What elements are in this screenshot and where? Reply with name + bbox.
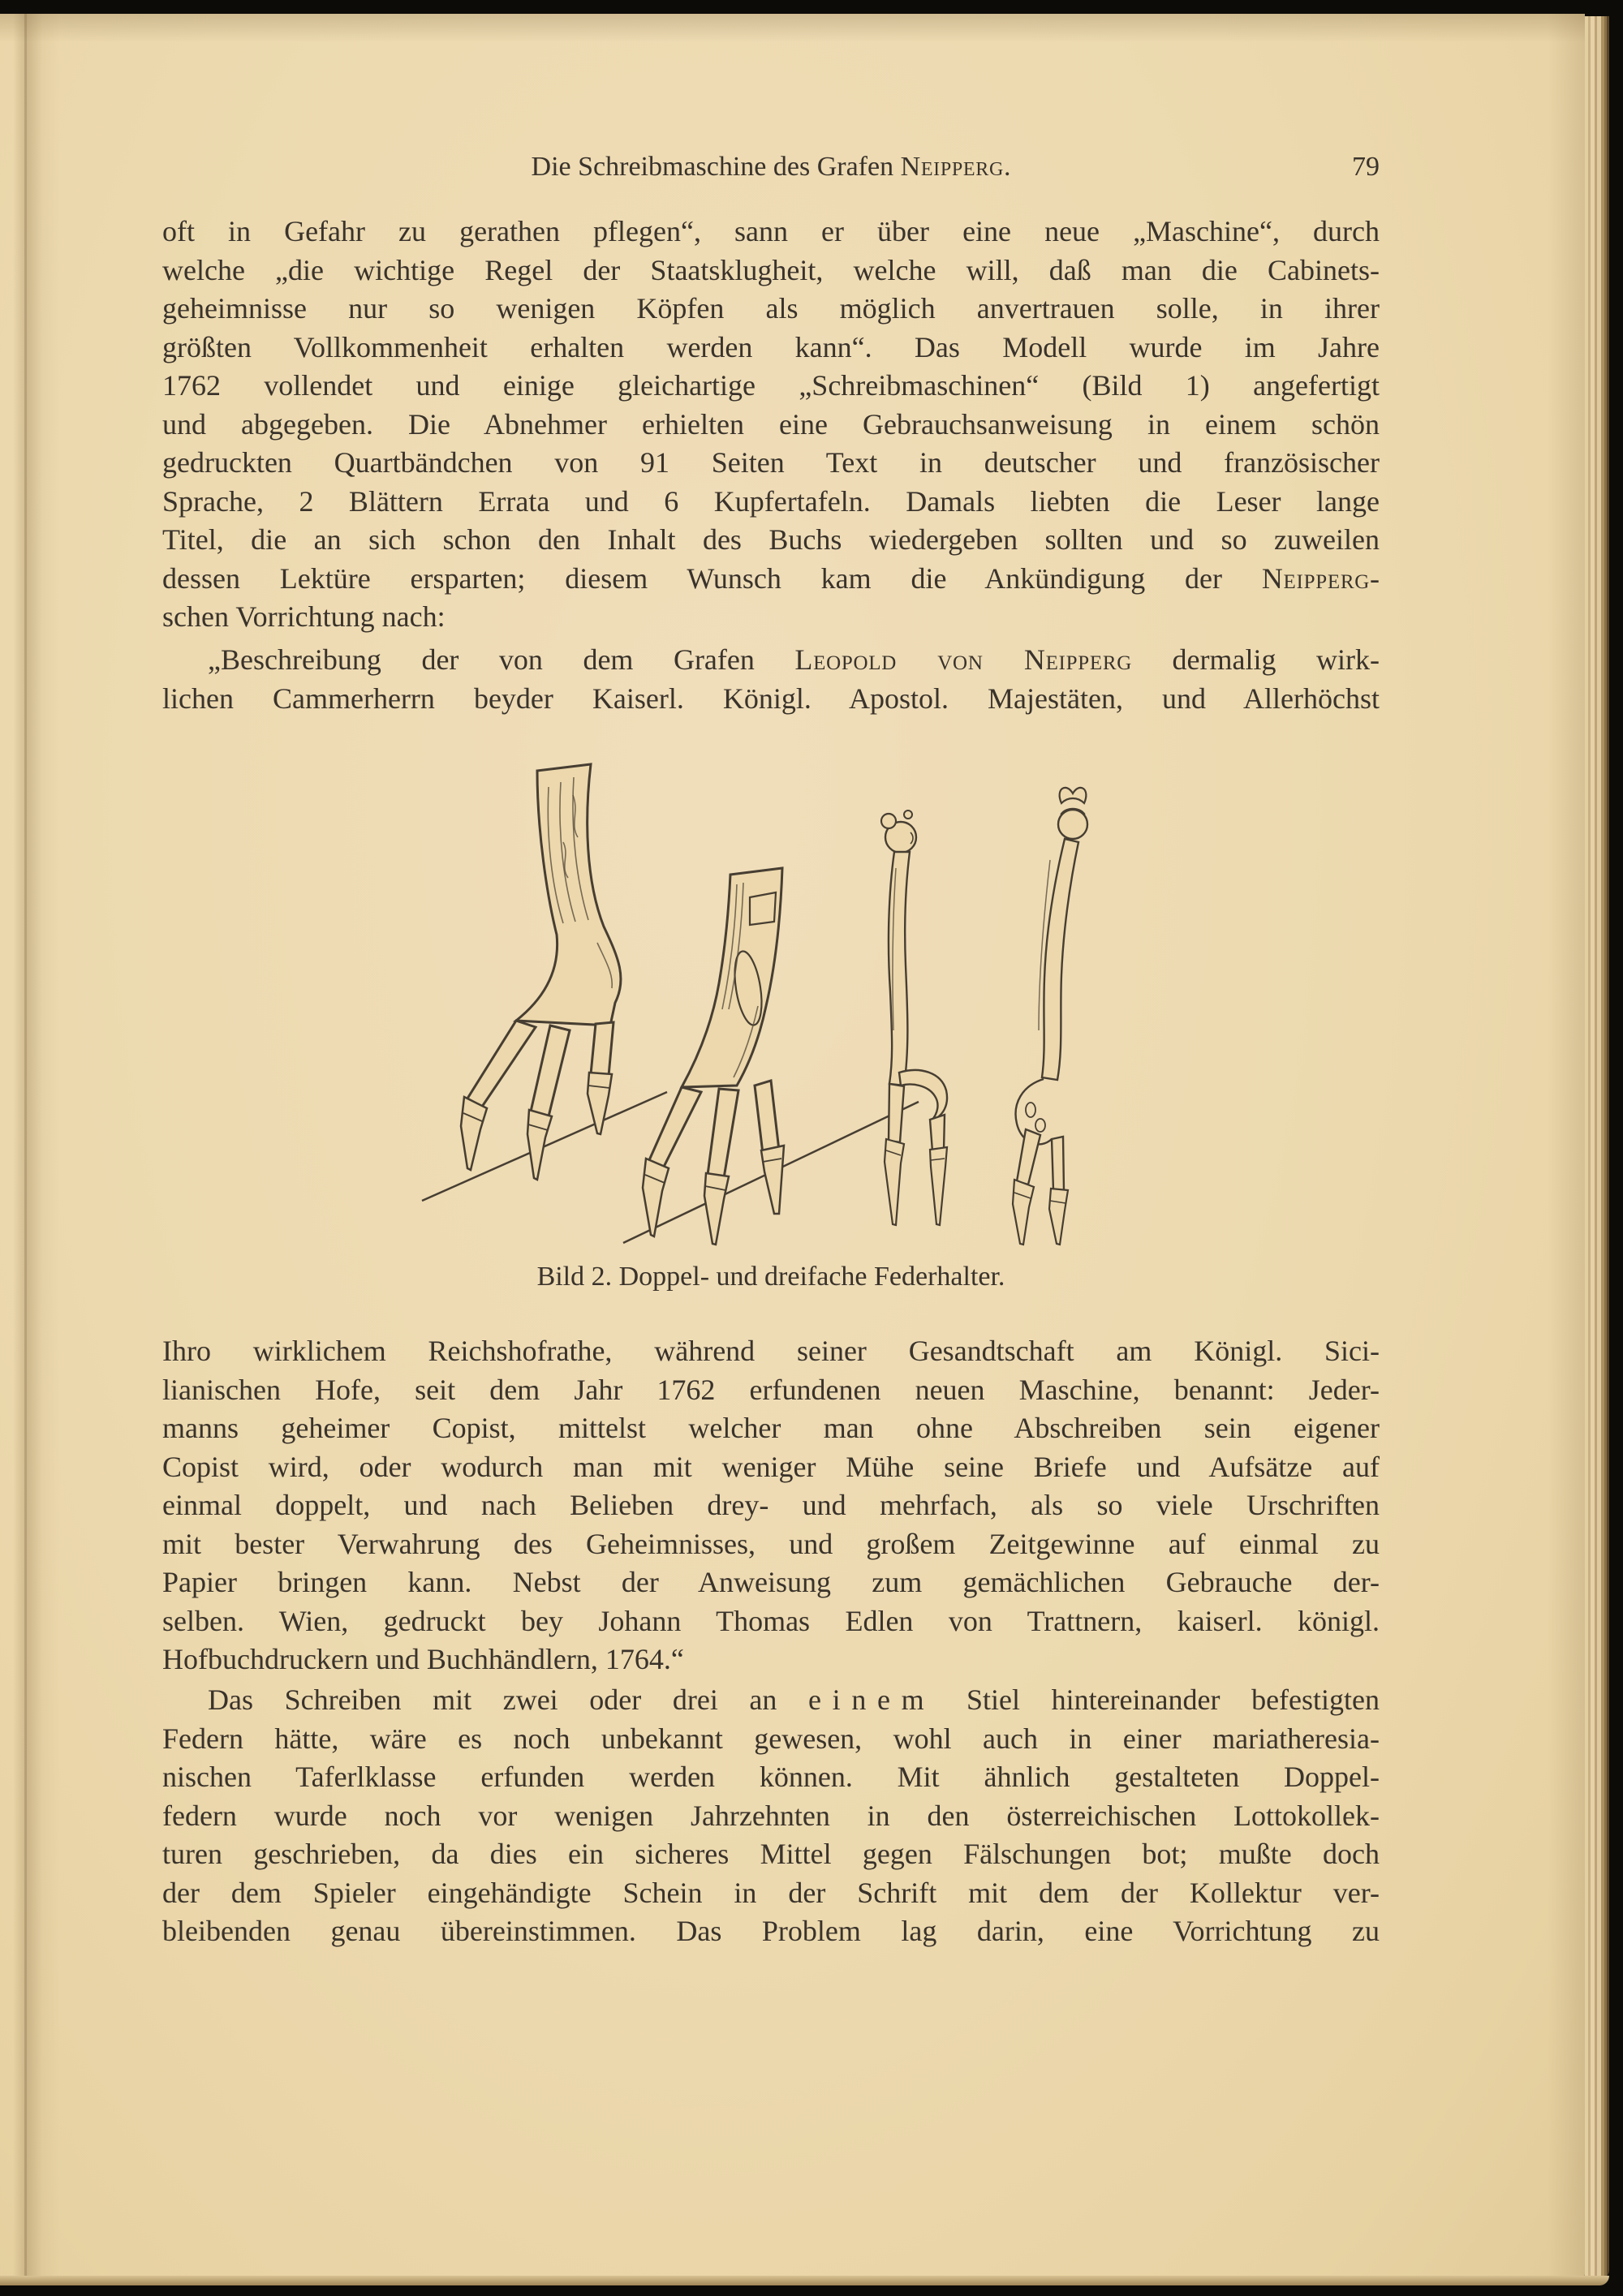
text-segment: dermalig wirk- (1132, 643, 1380, 676)
text-line (162, 1874, 1380, 1913)
text-line (162, 290, 1380, 329)
paragraph (162, 213, 1380, 637)
text-segment: „Beschreibung der von dem Grafen (208, 643, 795, 676)
text-segment: schen Vorrichtung nach: (162, 600, 446, 633)
figure-caption: Bild 2. Doppel- und dreifache Federhalter. (536, 1262, 1005, 1292)
text-segment: selben. Wien, gedruckt bey Johann Thomas Edlen von Trattnern, kaiserl. königl. (162, 1604, 1380, 1637)
text-segment: einmal doppelt, und nach Belieben drey- und mehrfach, als so viele Urschriften (162, 1489, 1380, 1521)
text-line (162, 1563, 1380, 1602)
text-segment: Das Schreiben mit zwei oder drei an (208, 1683, 808, 1716)
text-segment: oft in Gefahr zu gerathen pflegen“, sann er über eine neue „Maschine“, durch (162, 215, 1380, 247)
paragraph (162, 1332, 1380, 1679)
text-segment: lichen Cammerherrn beyder Kaiserl. Königl. Apostol. Majestäten, und Allerhöchst (162, 681, 1380, 715)
text-line (162, 1720, 1380, 1759)
text-segment: mit bester Verwahrung des Geheimnisses, und großem Zeitgewinne auf einmal zu (162, 1527, 1380, 1560)
text-segment: Hofbuchdruckern und Buchhändlern, 1764.“ (162, 1643, 684, 1675)
text-segment: Stiel hintereinander befestigten (935, 1683, 1380, 1716)
text-line (162, 1602, 1380, 1641)
text-segment: Papier bringen kann. Nebst der Anweisung zum gemächlichen Gebrauche der- (162, 1566, 1380, 1598)
text-segment: Sprache, 2 Blättern Errata und 6 Kupfertafeln. Damals liebten die Leser lange (162, 484, 1380, 518)
penholder-double-head-icon (881, 810, 947, 1225)
text-segment: der dem Spieler eingehändigte Schein in der Schrift mit dem der Kollektur ver- (162, 1876, 1380, 1909)
text-segment: größten Vollkommenheit erhalten werden kann“. Das Modell wurde im Jahre (162, 330, 1380, 363)
text-line (162, 560, 1380, 599)
text-line (162, 641, 1380, 680)
page-edge-stack (1585, 16, 1609, 2280)
text-segment: bleibenden genau übereinstimmen. Das Problem lag darin, eine Vorrichtung zu (162, 1915, 1380, 1947)
text-line (162, 1758, 1380, 1797)
figure-bild-2 (414, 763, 1128, 1249)
text-segment: Copist wird, oder wodurch man mit weniger Mühe seine Briefe und Aufsätze auf (162, 1450, 1380, 1483)
text-line (162, 1486, 1380, 1525)
text-line (162, 1448, 1380, 1487)
text-segment: und abgegeben. Die Abnehmer erhielten eine Gebrauchsanweisung in einem schön (162, 407, 1380, 441)
text-segment: Federn hätte, wäre es noch unbekannt gewesen, wohl auch in einer mariatheresia- (162, 1722, 1380, 1755)
smallcaps-name: Leopold von Neipperg (794, 643, 1133, 676)
text-segment: manns geheimer Copist, mittelst welcher man ohne Abschreiben sein eigener (162, 1412, 1380, 1444)
text-segment: - (1370, 561, 1380, 595)
text-segment: dessen Lektüre ersparten; diesem Wunsch kam die Ankündigung der (162, 561, 1262, 595)
text-segment: welche „die wichtige Regel der Staatsklugheit, welche will, daß man die Cabinets- (162, 253, 1380, 286)
running-header-smallcaps: Neipperg (900, 152, 1004, 182)
text-segment: turen geschrieben, da dies ein sicheres Mittel gegen Fälschungen bot; mußte doch (162, 1838, 1380, 1870)
page-bottom-edge (0, 2276, 1609, 2285)
text-segment: 1762 vollendet und einige gleichartige „Schreibmaschinen“ (Bild 1) angefertigt (162, 369, 1380, 402)
text-line (162, 1835, 1380, 1874)
text-line (162, 1332, 1380, 1371)
text-segment: federn wurde noch vor wenigen Jahrzehnten in den österreichischen Lottokollek- (162, 1799, 1380, 1832)
penholder-triple-pierced-icon (643, 868, 784, 1245)
running-header-text: Die Schreibmaschine des Grafen (531, 152, 901, 182)
paragraph (162, 641, 1380, 718)
text-line (162, 680, 1380, 719)
paragraph (162, 1681, 1380, 1951)
page-number: 79 (1352, 152, 1380, 182)
text-line (162, 367, 1380, 406)
penholder-double-head-bow-icon (1013, 788, 1087, 1245)
text-line (162, 521, 1380, 560)
text-line (162, 213, 1380, 252)
text-line (162, 1640, 1380, 1679)
text-segment: einem (808, 1683, 936, 1716)
text-line (162, 483, 1380, 522)
text-line (162, 1797, 1380, 1836)
text-line (162, 1409, 1380, 1448)
penholders-illustration (414, 763, 1128, 1249)
text-line (162, 1912, 1380, 1951)
text-segment: nischen Taferlklasse erfunden werden können. Mit ähnlich gestalteten Doppel- (162, 1761, 1380, 1793)
text-segment: Ihro wirklichem Reichshofrathe, während seiner Gesandtschaft am Königl. Sici- (162, 1335, 1380, 1367)
running-header-period: . (1003, 152, 1011, 182)
penholder-triple-carved-icon (461, 764, 621, 1180)
smallcaps-name: Neipperg (1261, 561, 1370, 595)
running-header-row (162, 148, 1380, 186)
running-header (162, 148, 1380, 186)
text-line (162, 329, 1380, 368)
text-line (162, 1681, 1380, 1720)
text-segment: gedruckten Quartbändchen von 91 Seiten Text in deutscher und französischer (162, 446, 1380, 479)
text-line (162, 444, 1380, 483)
text-line (162, 406, 1380, 445)
text-segment: geheimnisse nur so wenigen Köpfen als möglich anvertrauen solle, in ihrer (162, 292, 1380, 325)
text-segment: Titel, die an sich schon den Inhalt des Buchs wiedergeben sollten und so zuweilen (162, 523, 1380, 556)
text-segment: lianischen Hofe, seit dem Jahr 1762 erfundenen neuen Maschine, benannt: Jeder- (162, 1373, 1380, 1406)
text-line (162, 252, 1380, 290)
text-line (162, 598, 1380, 637)
photo-background-top (0, 0, 1623, 14)
text-line (162, 1371, 1380, 1410)
text-line (162, 1525, 1380, 1564)
